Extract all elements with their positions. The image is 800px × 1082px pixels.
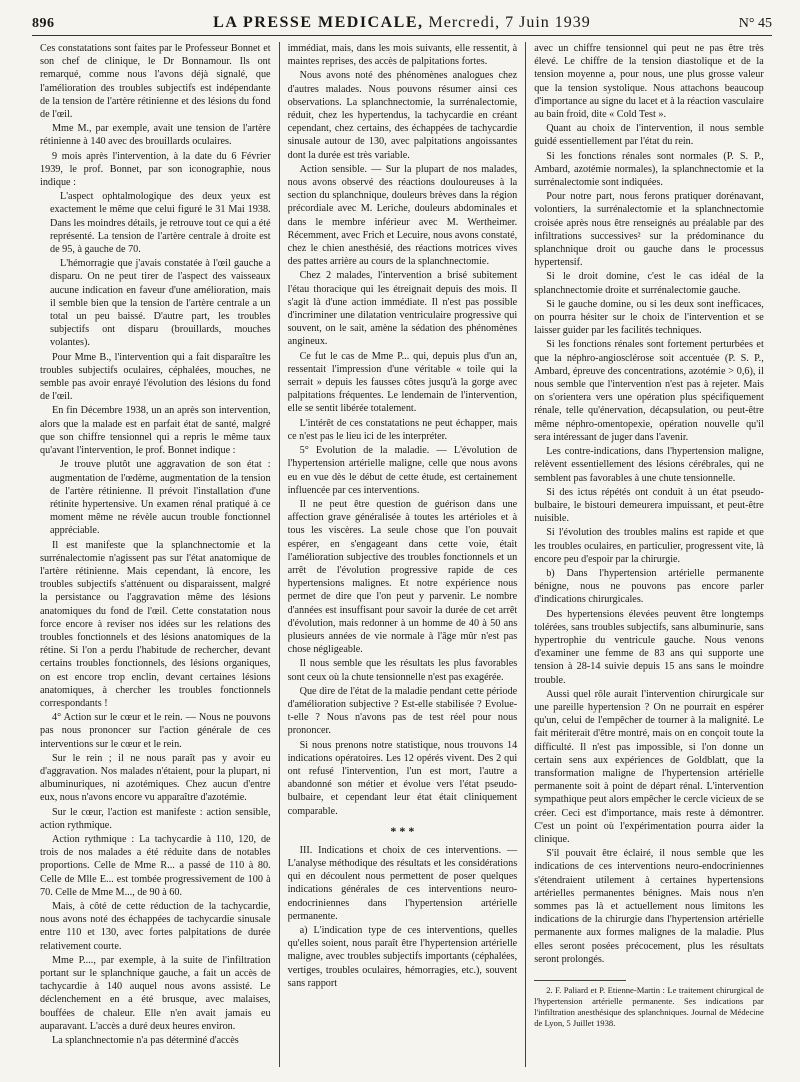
paragraph: Chez 2 malades, l'intervention a brisé subitement l'étau thoracique qui les étreignait depuis des mois. Il s'agit là d'une action immédiate. Il n'est pas possible d'incriminer une dilatation ventriculaire progressive qui souvent, on le sait, amène la sédation des phénomènes angineux.	[287, 270, 518, 348]
paragraph: Sur le cœur, l'action est manifeste : action sensible, action rythmique.	[40, 806, 271, 831]
paragraph: Je trouve plutôt une aggravation de son état : augmentation de l'œdème, augmentation de la tension de l'artère rétinienne. Il prévoit l'installation d'une rétinite hypertensive. Un examen rénal pratiqué à ce moment même ne révèle aucun trouble fonctionnel appréciable.	[50, 459, 271, 537]
page-header	[32, 14, 772, 36]
paragraph: 9 mois après l'intervention, à la date du 6 Février 1939, le prof. Bonnet, par son iconographie, nous indique :	[40, 150, 271, 189]
journal-title	[32, 14, 772, 32]
paragraph: La splanchnectomie n'a pas déterminé d'accès	[52, 1035, 239, 1047]
paragraph: Il est manifeste que la splanchnectomie et la surrénalectomie n'agissent pas sur l'état anatomique de l'artère rétinienne. Mais cependant, là encore, les troubles subjectifs s'atténuent ou disparaissent, malgré la persistance ou l'aggravation même des lésions anatomiques du fond de l'œil. Cette constatation nous force encore à reviser nos idées sur les relations des troubles fonctionnels et des lésions anatomiques de la rétine. Si l'on a perdu l'habitude de rechercher, devant certains troubles fonctionnels, des lésions organiques, on est encore trop enclin, devant certaines lésions anatomiques, à chercher les troubles fonctionnels correspondants !	[40, 539, 271, 709]
paragraph: Si l'évolution des troubles malins est rapide et que les troubles oculaires, en particulier, progressent vite, là encore peu d'espoir par la chirurgie.	[534, 527, 764, 565]
column-right	[525, 42, 772, 1067]
article-columns	[32, 42, 772, 1067]
paragraph: Des hypertensions élevées peuvent être longtemps tolérées, sans troubles subjectifs, sans albuminurie, sans hypertrophie du ventricule gauche. Nous venons d'examiner une femme de 83 ans qui supporte une tension à 28-14 suivie depuis 15 ans sans le moindre trouble.	[534, 608, 764, 686]
paragraph: III. Indications et choix de ces interventions. — L'analyse méthodique des résultats et les considérations qui en découlent nous permettent de poser quelques indications générales de ces interventions neuro-endocriniennes dans l'hypertension artérielle permanente.	[287, 844, 518, 922]
paragraph: L'aspect ophtalmologique des deux yeux est exactement le même que celui figuré le 31 Mai 1938. Dans les moindres détails, je retrouve tout ce qui a été représenté. La tension de l'artère centrale à droite est de 95, à gauche de 70.	[50, 191, 271, 256]
paragraph: a) L'indication type de ces interventions, quelles qu'elles soient, nous paraît être l'hypertension artérielle maligne, avec troubles subjectifs importants (céphalées, vertiges, troubles oculaires, hémorragies, etc.), souvent sans rapport	[287, 925, 518, 989]
paragraph: S'il pouvait être éclairé, il nous semble que les indications de ces interventions neuro-endocriniennes s'étendraient utilement à certaines hypertensions artérielles permanentes bénignes. Mais nous n'en sommes pas là et actuellement nous limitons les indications de la chirurgie dans l'hypertension artérielle permanente aux formes malignes de la maladie. Plus elles seront posées précocement, plus les résultats seront prolongés.	[534, 848, 764, 965]
column-middle	[279, 42, 526, 1067]
paragraph: b) Dans l'hypertension artérielle permanente bénigne, nous ne pouvons pas encore parler d'indications chirurgicales.	[534, 567, 764, 606]
paragraph: Mais, à côté de cette réduction de la tachycardie, nous avons noté des échappées de tachycardie sinusale entre 110 et 130, avec fortes palpitations de durée relativement courte.	[40, 901, 271, 952]
paragraph: Nous avons noté des phénomènes analogues chez d'autres malades. Nous pouvons résumer ainsi ces observations. La splanchnectomie, la surrénalectomie, réduit, chez les hypertendus, la tachycardie en créant cependant, chez certains, des échappées de tachycardie sinusale autour de 130, avec palpitations angoissantes dont la durée est très variable.	[287, 70, 518, 161]
journal-name: LA PRESSE MEDICALE,	[213, 14, 424, 31]
paragraph: Mme P...., par exemple, à la suite de l'infiltration portant sur le splanchnique gauche, a fait un accès de tachycardie à 140 auquel nous avons assisté. Le déclenchement en a été brusque, avec malaises, bouffées de chaleur. Elle n'en avait jamais eu auparavant. L'accès a duré deux heures environ.	[40, 954, 271, 1032]
paragraph: Quant au choix de l'intervention, il nous semble guidé essentiellement par l'état du rein.	[534, 123, 764, 148]
paragraph: 4° Action sur le cœur et le rein. — Nous ne pouvons pas nous prononcer sur l'action générale de ces interventions sur le cœur et le rein.	[40, 712, 271, 750]
paragraph: En fin Décembre 1938, un an après son intervention, alors que la malade est en parfait état de santé, malgré que son chiffre tensionnel qui a repris le même taux qu'avant l'intervention, le prof. Bonnet indique :	[40, 405, 271, 457]
paragraph: Action sensible. — Sur la plupart de nos malades, nous avons observé des réactions douloureuses à la section du splanchnique, douleurs brèves dans la région précordiale avec M. Leriche, douleurs abdominales et dans le membre inférieur avec M. Wertheimer. Récemment, avec Frich et Lecuire, nous avons constaté, chez le chien anesthésié, des réactions motrices vives des pattes arrière au cours de la splanchnectomie.	[287, 163, 518, 268]
paragraph: Pour Mme B., l'intervention qui a fait disparaître les troubles subjectifs oculaires, céphalées, mouches, ne semble pas avoir enrayé l'évolution des lésions du fond de l'œil.	[40, 351, 271, 403]
footnote: 2. F. Paliard et P. Etienne-Martin : Le traitement chirurgical de l'hypertension artérielle permanente. Ses indications par l'infiltration anesthésique des splanchniques. Journal de Médecine de Lyon, 5 Juillet 1938.	[534, 985, 764, 1029]
paragraph: Action rythmique : La tachycardie à 110, 120, de trois de nos malades a été réduite dans de notables proportions. Celle de Mme R... a passé de 110 à 80. Celle de Mlle E... est tombée progressivement de 100 à 70. Celle de Mme M..., de 90 à 60.	[40, 833, 271, 898]
paragraph: Si les fonctions rénales sont fortement perturbées et que la néphro-angiosclérose soit accentuée (P. S. P., Ambard, épreuve des concentrations, azotémie > 0,6), il nous semble que l'intervention n'est pas à rejeter. Mais on s'orientera vers une opération plus spécifiquement rénale, telle qu'énervation, décapsulation, ou peut-être même néphro-omentopexie, opération nouvelle qu'il sera intéressant de juger dans l'avenir.	[534, 339, 764, 443]
page-number: 896	[32, 16, 55, 31]
paragraph: Pour notre part, nous ferons pratiquer dorénavant, volontiers, la surrénalectomie et la splanchnectomie croisée après nous être renseignés au préalable par des infiltrations successives² sur la prédominance du splanchnique droit ou gauche dans le processus hypertensif.	[534, 191, 764, 269]
paragraph: Les contre-indications, dans l'hypertension maligne, relèvent essentiellement des lésions cérébrales, qui ne semblent pas favorables à une chute tensionnelle.	[534, 446, 764, 484]
paragraph: Si des ictus répétés ont conduit à un état pseudo-bulbaire, le bistouri demeurera impuissant, et peut-être nuisible.	[534, 486, 764, 525]
column-left	[32, 42, 279, 1067]
paragraph: Aussi quel rôle aurait l'intervention chirurgicale sur une pareille hypertension ? On ne pourrait en espérer qu'un, celui de l'empêcher de tourner à la malignité. Le fait mériterait d'être montré, mais on en conçoit toute la difficulté. Il n'est pas impossible, si l'on donne un certain sens aux expériences de Goldblatt, que la transformation maligne de l'hypertension artérielle permanente soit à point de départ rénal. L'intervention sympathique peut alors empêcher le cercle vicieux de se créer. Ceci est d'importance, mais reste à démontrer. C'est un point où l'expérimentation pourra aider la clinique.	[534, 688, 764, 845]
paragraph: Que dire de l'état de la maladie pendant cette période d'amélioration subjective ? Est-elle stabilisée ? Evolue-t-elle ? Nous n'avons pas de test réel pour nous prononcer.	[287, 685, 518, 737]
paragraph: Ce fut le cas de Mme P... qui, depuis plus d'un an, ressentait l'impression d'une véritable « toile qui la serrait » depuis les fausses côtes jusqu'à la gorge avec palpitations fréquentes. Le lendemain de l'intervention, elle se sentit libérée totalement.	[287, 350, 518, 415]
paragraph: 5° Evolution de la maladie. — L'évolution de l'hypertension artérielle maligne, celle que nous avons eu en vue dès le début de cette étude, est certainement influencée par ces interventions.	[287, 445, 518, 496]
paragraph: L'intérêt de ces constatations ne peut échapper, mais ce n'est pas le lieu ici de les interpréter.	[287, 417, 518, 442]
paragraph: Il ne peut être question de guérison dans une affection grave généralisée à toutes les artérioles et à tous les viscères. La seule chose que l'on pouvait espérer, en s'engageant dans cette voie, était l'amélioration subjective des troubles fonctionnels et un arrêt de l'évolution progressive rapide de ces hypertensions malignes. Et notre expérience nous permet de dire que l'on peut y parvenir. Le nombre d'années est insuffisant pour savoir la durée de cet arrêt d'évolution, mais redonner à un homme de 40 à 50 ans plusieurs années de vie normale à l'âge mûr n'est pas chose négligeable.	[287, 498, 518, 656]
section-separator: * * *	[390, 823, 415, 838]
paragraph: L'hémorragie que j'avais constatée à l'œil gauche a disparu. On ne peut tirer de l'aspect des vaisseaux aucune indication en faveur d'une amélioration, mais il semble bien que la tension de l'artère centrale a un total un peu baissé. D'autre part, les troubles subjectifs ont disparu (brouillards, mouches volantes).	[50, 258, 271, 349]
paragraph: Sur le rein ; il ne nous paraît pas y avoir eu d'aggravation. Nos malades n'étaient, pour la plupart, ni albuminuriques, ni azotémiques. Chez aucun d'entre eux, nous n'avons encore vu apparaître d'azotémie.	[40, 752, 271, 804]
footnote-rule	[534, 980, 626, 981]
paragraph: Si nous prenons notre statistique, nous trouvons 14 indications opératoires. Les 12 opérés vivent. Des 2 qui ont refusé l'intervention, l'un est mort, l'autre a abandonné son métier et évolue vers l'état pseudo-bulbaire, et cependant leur état était cliniquement comparable.	[287, 739, 518, 817]
paragraph: Si les fonctions rénales sont normales (P. S. P., Ambard, azotémie normales), la splanchnectomie et la surrénalectomie sont indiquées.	[534, 150, 764, 189]
paragraph: Ces constatations sont faites par le Professeur Bonnet et son chef de clinique, le Dr Bonnamour. Ils ont remarqué, comme nous l'avons déjà signalé, que l'amélioration des troubles subjectifs est indépendante de la tension de l'artère rétinienne et des lésions du fond de l'œil.	[40, 43, 271, 121]
issue-date: Mercredi, 7 Juin 1939	[428, 14, 591, 31]
paragraph: immédiat, mais, dans les mois suivants, elle ressentit, à maintes reprises, des accès de palpitations fortes.	[287, 43, 518, 68]
paragraph: Si le droit domine, c'est le cas idéal de la splanchnectomie droite et surrénalectomie gauche.	[534, 271, 764, 296]
paragraph: Il nous semble que les résultats les plus favorables sont ceux où la chute tensionnelle n'est pas exagérée.	[287, 658, 518, 683]
issue-number: N° 45	[738, 16, 772, 31]
paragraph: Mme M., par exemple, avait une tension de l'artère rétinienne à 140 avec des brouillards oculaires.	[40, 123, 271, 148]
paragraph: avec un chiffre tensionnel qui peut ne pas être très élevé. Le chiffre de la tension diastolique et de la tension moyenne a, pour nous, une plus grosse valeur que la tension systolique. Nous attachons beaucoup d'importance au signe du lacet et à la réaction vasculaire au bain froid, dite « Cold Test ».	[534, 43, 764, 121]
paragraph: Si le gauche domine, ou si les deux sont inefficaces, on pourra hésiter sur le choix de l'intervention et se laisser guider par les facilités techniques.	[534, 298, 764, 337]
